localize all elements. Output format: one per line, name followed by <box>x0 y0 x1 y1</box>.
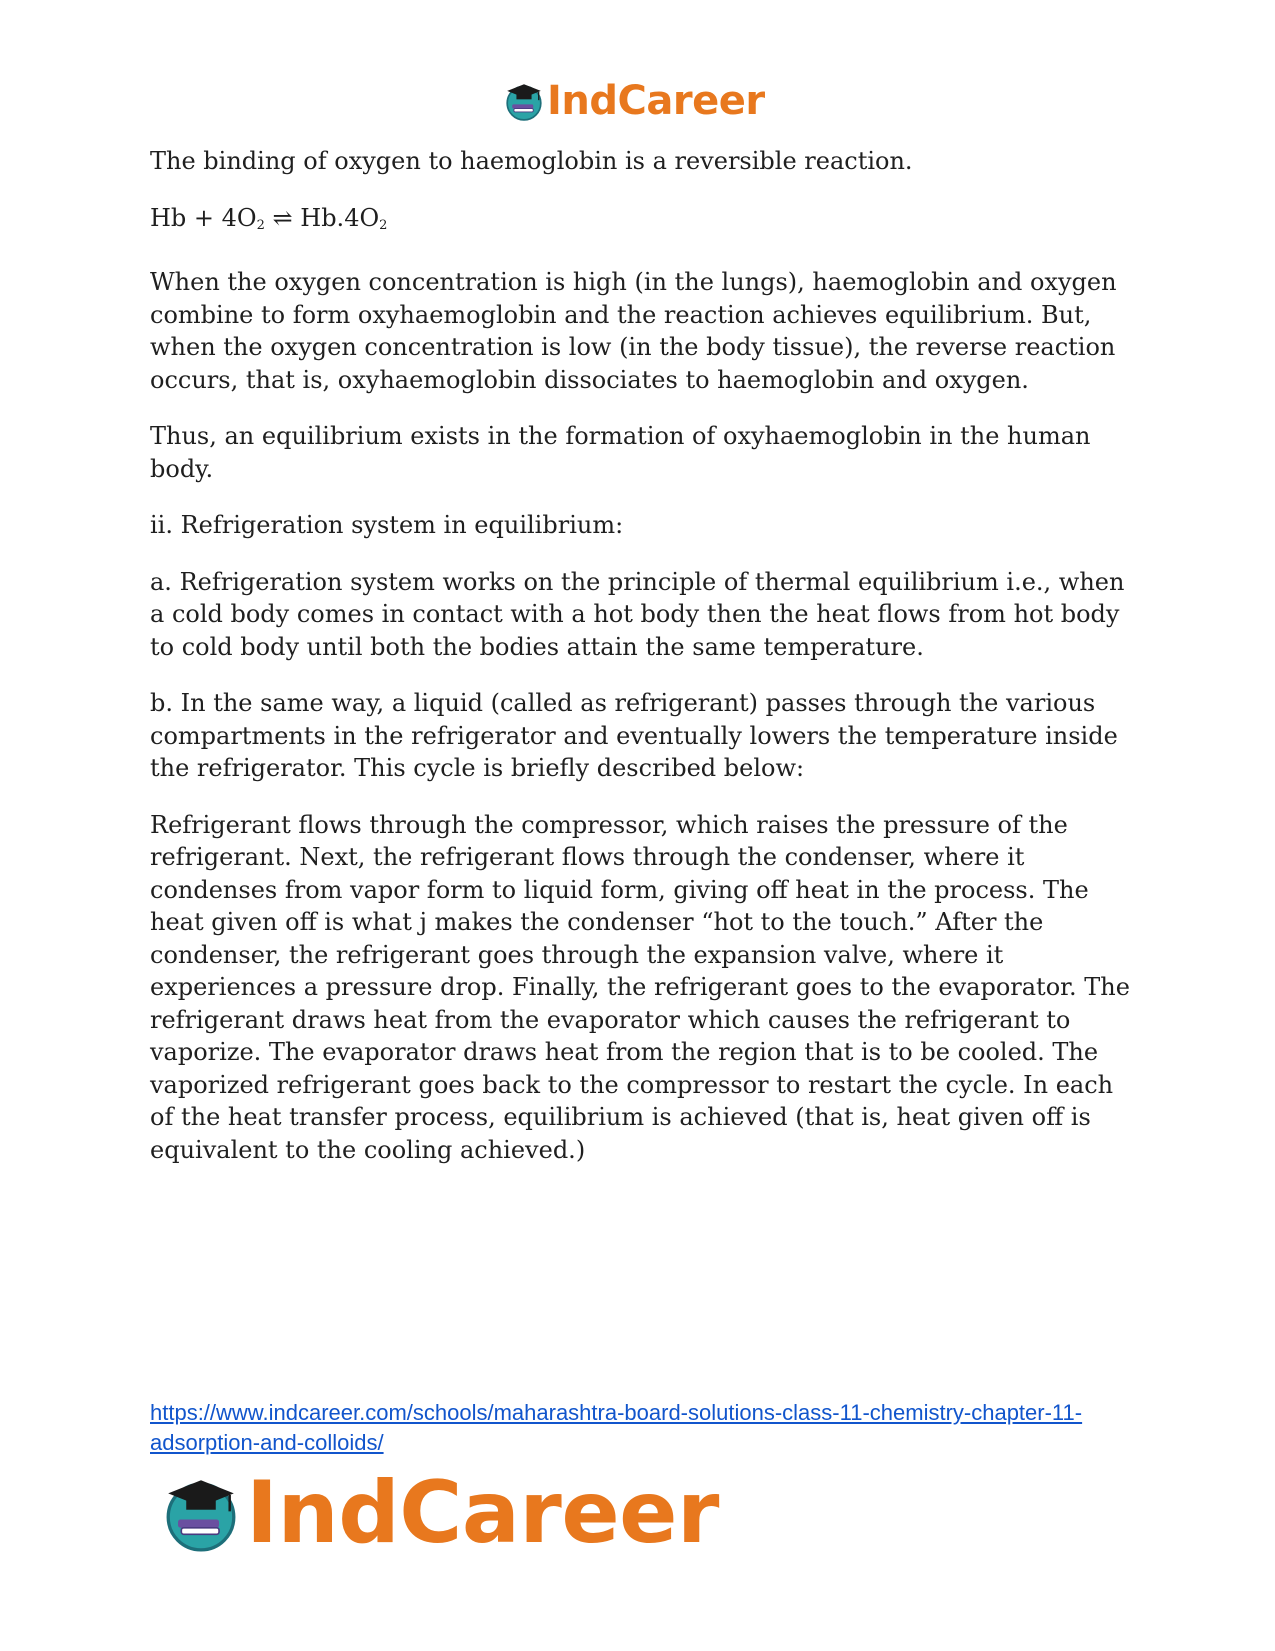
chemical-equation <box>150 202 1140 243</box>
logo-text: IndCareer <box>547 78 765 124</box>
section-heading: ii. Refrigeration system in equilibrium: <box>150 511 624 539</box>
graduation-cap-book-globe-icon <box>503 80 545 122</box>
source-link[interactable]: https://www.indcareer.com/schools/maharashtra-board-solutions-class-11-chemistry-chapter-11-adsorption-and-colloids/ <box>150 1400 1083 1455</box>
paragraph: The binding of oxygen to haemoglobin is a reversible reaction. <box>150 147 913 175</box>
footer-logo <box>160 1463 719 1563</box>
graduation-cap-book-globe-icon <box>160 1472 242 1554</box>
equation-rhs-subscript: 2 <box>379 217 388 233</box>
equation-lhs: Hb + 4O <box>150 203 257 232</box>
equation-rhs: Hb.4O <box>300 203 380 232</box>
header-logo <box>503 80 765 122</box>
paragraph: b. In the same way, a liquid (called as refrigerant) passes through the various compartments in the refrigerator and eventually lowers the temperature inside the refrigerator. This cycle is briefly described below: <box>150 689 1118 782</box>
document-body <box>150 145 1140 1190</box>
paragraph: Refrigerant flows through the compressor, which raises the pressure of the refrigerant. Next, the refrigerant flows through the condenser, where it condenses from vapor form to liquid form, giving off heat in the process. The heat given off is what j makes the condenser “hot to the touch.” After the condenser, the refrigerant goes through the expansion valve, where it experiences a pressure drop. Finally, the refrigerant goes to the evaporator. The refrigerant draws heat from the evaporator which causes the refrigerant to vaporize. The evaporator draws heat from the region that is to be cooled. The vaporized refrigerant goes back to the compressor to restart the cycle. In each of the heat transfer process, equilibrium is achieved (that is, heat given off is equivalent to the cooling achieved.) <box>150 810 1130 1164</box>
logo-text: IndCareer <box>246 1463 719 1563</box>
paragraph: a. Refrigeration system works on the principle of thermal equilibrium i.e., when a cold body comes in contact with a hot body then the heat flows from hot body to cold body until both the bodies attain the same temperature. <box>150 567 1125 661</box>
equation-lhs-subscript: 2 <box>256 217 265 233</box>
equilibrium-arrow: ⇌ <box>264 203 301 232</box>
paragraph: Thus, an equilibrium exists in the formation of oxyhaemoglobin in the human body. <box>150 422 1091 483</box>
paragraph: When the oxygen concentration is high (in the lungs), haemoglobin and oxygen combine to form oxyhaemoglobin and the reaction achieves equilibrium. But, when the oxygen concentration is low (in the body tissue), the reverse reaction occurs, that is, oxyhaemoglobin dissociates to haemoglobin and oxygen. <box>150 268 1117 394</box>
